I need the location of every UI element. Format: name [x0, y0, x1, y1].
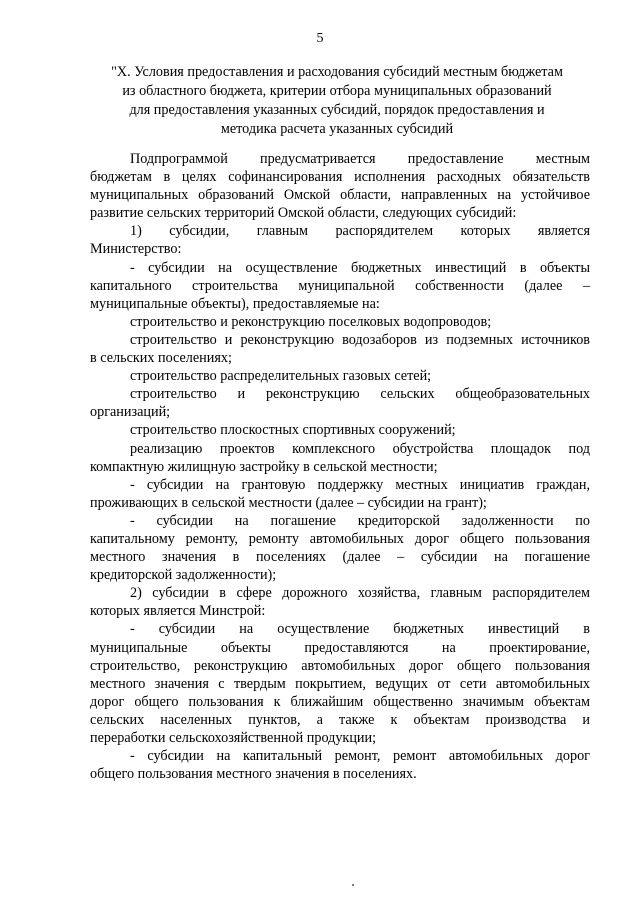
body-line: муниципальные объекты предоставляются на проектирование, — [90, 639, 590, 656]
body-line: - субсидии на грантовую поддержку местных инициатив граждан, — [130, 476, 590, 493]
section-heading — [82, 63, 592, 139]
body-line: - субсидии на погашение кредиторской задолженности по — [130, 512, 590, 529]
heading-line: методика расчета указанных субсидий — [220, 121, 454, 137]
body-line: строительство плоскостных спортивных сооружений; — [130, 422, 456, 439]
body-line: переработки сельскохозяйственной продукции; — [90, 730, 377, 746]
body-line: развитие сельских территорий Омской области, следующих субсидий: — [90, 205, 517, 222]
body-line: местного значения с твердым покрытием, ведущих от сети автомобильных — [90, 675, 590, 692]
body-line: Подпрограммой предусматривается предоставление местным — [130, 151, 590, 167]
body-line: Министерство: — [90, 241, 182, 258]
body-line: местного значения в поселениях (далее – субсидии на погашение — [90, 549, 590, 566]
body-line: сельских населенных пунктов, а также к объектам производства и — [90, 711, 590, 728]
body-line: бюджетам в целях софинансирования исполнения расходных обязательств — [90, 169, 590, 186]
heading-line: "X. Условия предоставления и расходования субсидий местным бюджетам — [111, 64, 563, 80]
body-line: реализацию проектов комплексного обустройства площадок под — [130, 440, 590, 457]
body-line: капитальному ремонту, ремонту автомобильных дорог общего пользования — [90, 530, 590, 547]
body-line: - субсидии на капитальный ремонт, ремонт автомобильных дорог — [130, 748, 590, 765]
body-line: организаций; — [90, 404, 171, 421]
body-line: 2) субсидии в сфере дорожного хозяйства, главным распорядителем — [130, 585, 590, 602]
body-line: в сельских поселениях; — [90, 350, 232, 367]
body-text — [90, 150, 590, 783]
page-number: 5 — [316, 31, 324, 46]
body-line: кредиторской задолженности); — [90, 567, 277, 584]
heading-line: из областного бюджета, критерии отбора муниципальных образований — [122, 83, 552, 99]
body-line: проживающих в сельской местности (далее – субсидии на грант); — [90, 494, 487, 511]
body-line: дорог общего пользования к ближайшим общественно значимым объектам — [90, 693, 590, 710]
scan-speck — [352, 884, 354, 886]
body-line: компактную жилищную застройку в сельской местности; — [90, 458, 438, 475]
heading-line: для предоставления указанных субсидий, порядок предоставления и — [129, 102, 545, 118]
body-line: - субсидии на осуществление бюджетных инвестиций в — [130, 621, 590, 638]
body-line: строительство распределительных газовых сетей; — [130, 368, 432, 385]
body-line: строительство и реконструкцию поселковых водопроводов; — [130, 313, 492, 330]
body-line: муниципальные объекты), предоставляемые на: — [90, 295, 380, 312]
body-line: 1) субсидии, главным распорядителем которых является — [130, 223, 590, 240]
body-line: капитального строительства муниципальной собственности (далее – — [90, 277, 590, 294]
body-line: - субсидии на осуществление бюджетных инвестиций в объекты — [130, 259, 590, 276]
body-line: общего пользования местного значения в поселениях. — [90, 766, 417, 783]
body-line: строительство и реконструкцию сельских общеобразовательных — [130, 386, 590, 403]
body-line: которых является Минстрой: — [90, 603, 266, 620]
body-line: строительство и реконструкцию водозаборов из подземных источников — [130, 331, 590, 348]
body-line: муниципальных образований Омской области, направленных на устойчивое — [90, 187, 590, 204]
body-line: строительство, реконструкцию автомобильных дорог общего пользования — [90, 657, 590, 674]
